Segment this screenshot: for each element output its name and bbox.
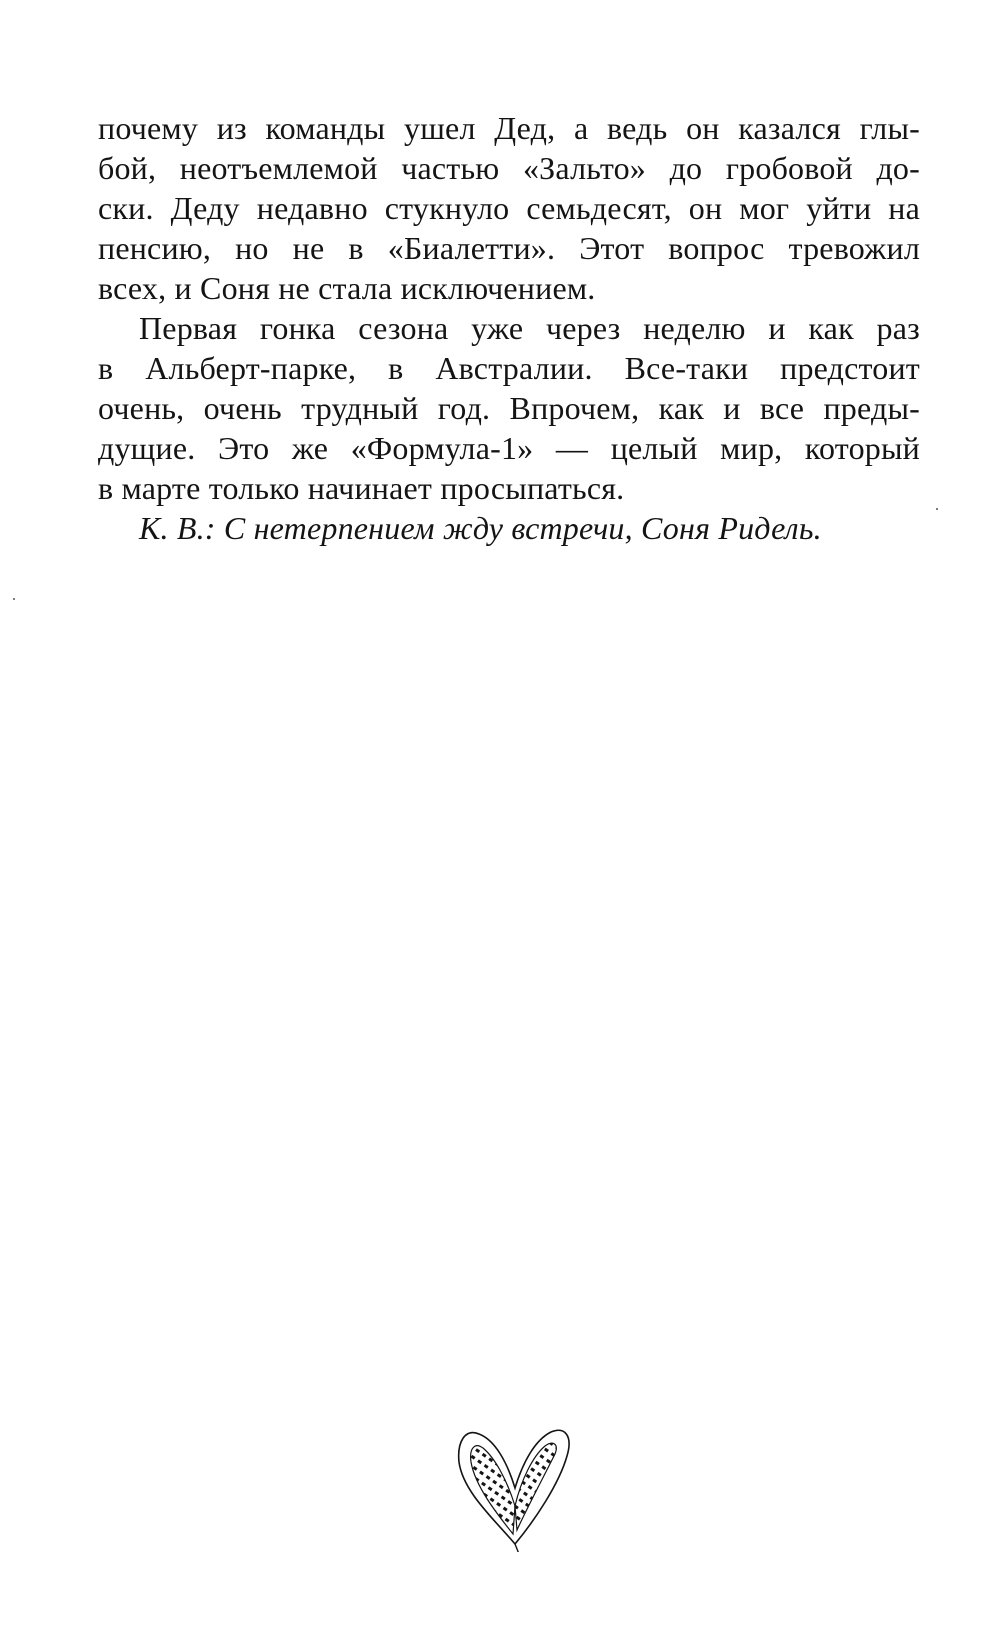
- text-line: Первая гонка сезона уже через неделю и как раз: [139, 310, 920, 346]
- text-line: в Альберт-парке, в Австралии. Все-таки предстоит: [98, 350, 920, 386]
- text-line: дущие. Это же «Формула-1» — целый мир, который: [98, 430, 920, 466]
- text-line: бой, неотъемлемой частью «Зальто» до гробовой до-: [98, 150, 920, 186]
- text-line: в марте только начинает просыпаться.: [98, 470, 625, 506]
- text-line: ски. Деду недавно стукнуло семьдесят, он мог уйти на: [98, 190, 920, 226]
- tire-track-heart-icon: [455, 1422, 575, 1552]
- signature-line: К. В.: С нетерпением жду встречи, Соня Ридель.: [139, 510, 822, 546]
- text-line: всех, и Соня не стала исключением.: [98, 270, 596, 306]
- text-line: очень, очень трудный год. Впрочем, как и все преды-: [98, 390, 920, 426]
- text-line: пенсию, но не в «Биалетти». Этот вопрос тревожил: [98, 230, 920, 266]
- body-text: [98, 108, 920, 548]
- paragraph-2: [98, 308, 920, 508]
- paragraph-1: [98, 108, 920, 308]
- text-line: почему из команды ушел Дед, а ведь он казался глы-: [98, 110, 920, 146]
- scan-speck: [13, 598, 15, 600]
- scan-speck: [936, 508, 938, 510]
